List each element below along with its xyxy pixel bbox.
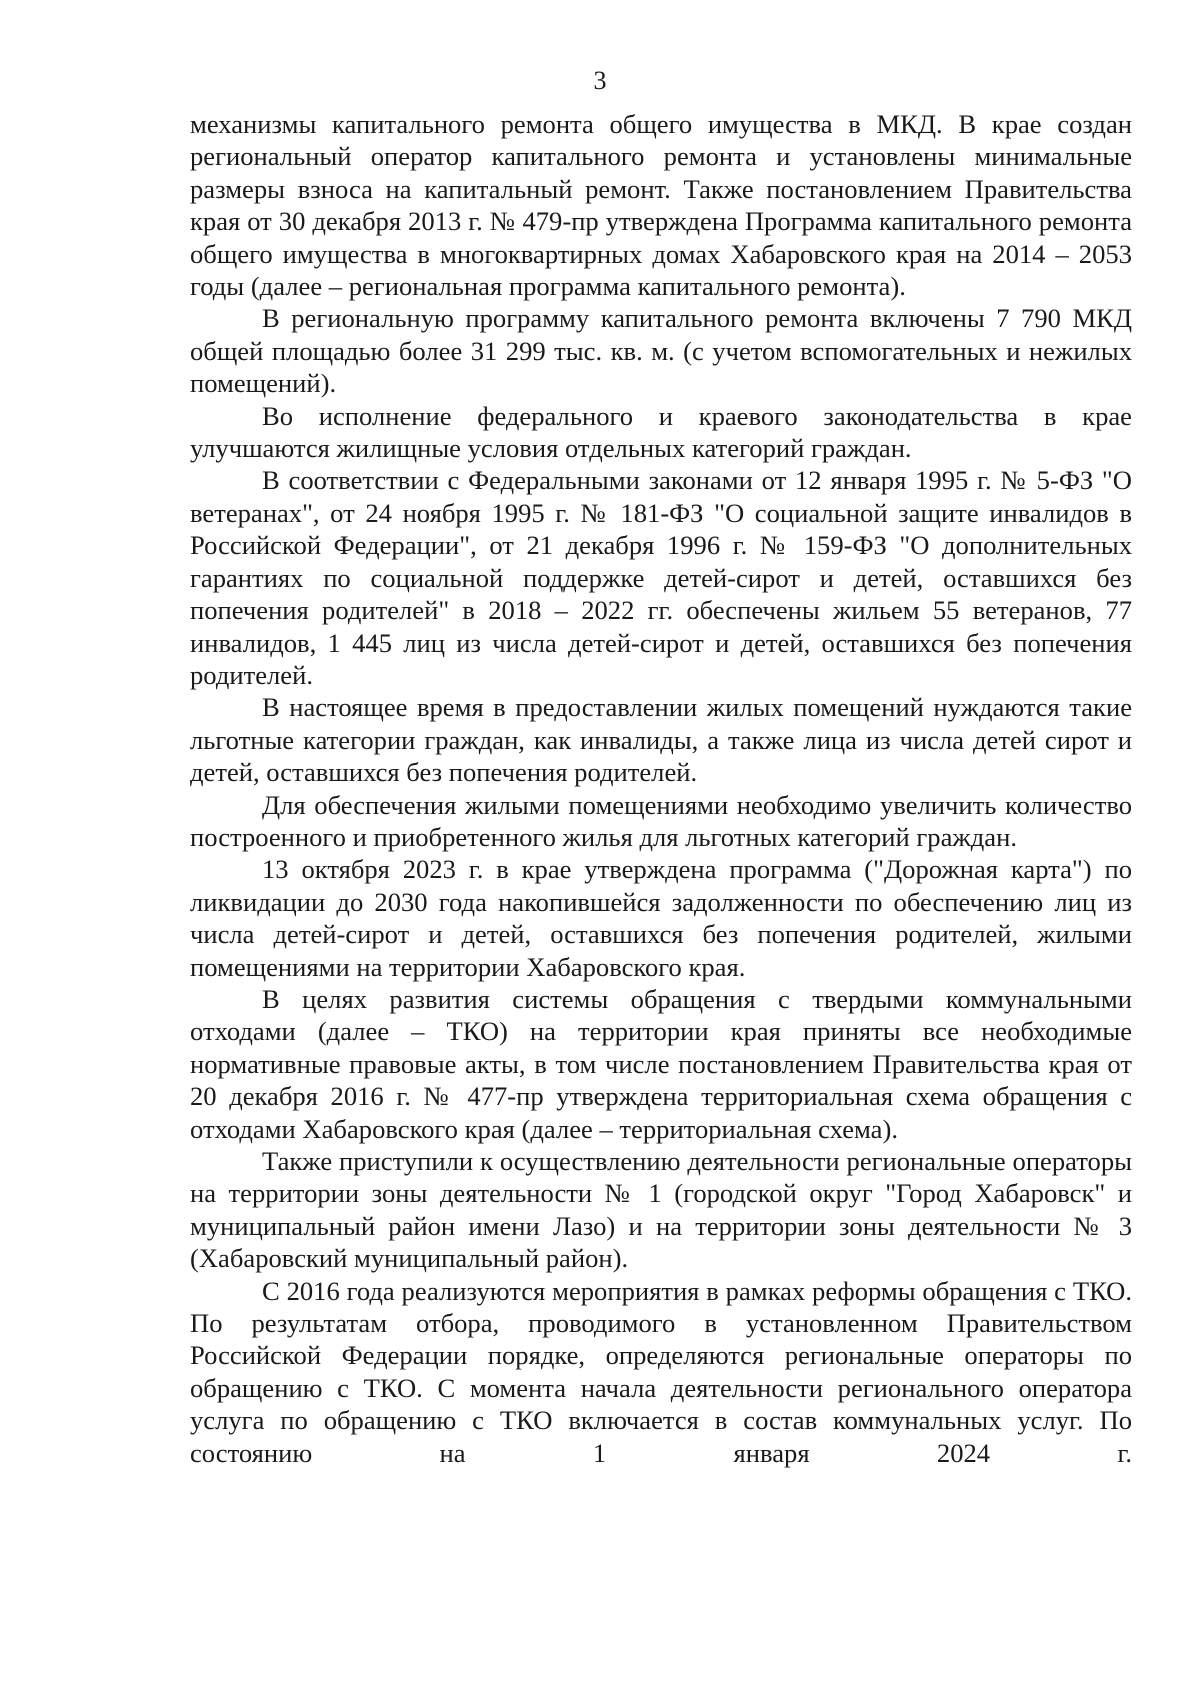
document-body	[190, 108, 1132, 1469]
paragraph-increase-housing: Для обеспечения жилыми помещениями необходимо увеличить количество построенного и приобретенного жилья для льготных категорий граждан.	[190, 789, 1132, 852]
paragraph-current-needs: В настоящее время в предоставлении жилых помещений нуждаются такие льготные категории граждан, как инвалиды, а также лица из числа детей сирот и детей, оставшихся без попечения родителей.	[190, 692, 1132, 788]
paragraph-housing-conditions: Во исполнение федерального и краевого законодательства в крае улучшаются жилищные условия отдельных категорий граждан.	[190, 400, 1132, 464]
paragraph-federal-laws: В соответствии с Федеральными законами от 12 января 1995 г. № 5-ФЗ "О ветеранах", от 24 ноября 1995 г. № 181-ФЗ "О социальной защите инвалидов в Российской Федерации", от 21 декабря 1996 г. № 159-ФЗ "О дополнительных гарантиях по социальной поддержке детей-сирот и детей, оставшихся без попечения родителей" в 2018 – 2022 гг. обеспечены жильем 55 ветеранов, 77 инвалидов, 1 445 лиц из числа детей-сирот и детей, оставшихся без попечения родителей.	[190, 465, 1132, 690]
paragraph-regional-program-scope: В региональную программу капитального ремонта включены 7 790 МКД общей площадью более 31 299 тыс. кв. м. (с учетом вспомогательных и нежилых помещений).	[190, 303, 1132, 399]
paragraph-regional-operators: Также приступили к осуществлению деятельности региональные операторы на территории зоны деятельности № 1 (городской округ "Город Хабаровск" и муниципальный район имени Лазо) и на территории зоны деятельности № 3 (Хабаровский муниципальный район).	[190, 1146, 1132, 1274]
paragraph-waste-reform: С 2016 года реализуются мероприятия в рамках реформы обращения с ТКО. По результатам отбора, проводимого в установленном Правительством Российской Федерации порядке, определяются региональные операторы по обращению с ТКО. С момента начала деятельности регионального оператора услуга по обращению с ТКО включается в состав коммунальных услуг. По состоянию на 1 января 2024 г.	[190, 1275, 1132, 1468]
paragraph-roadmap: 13 октября 2023 г. в крае утверждена программа ("Дорожная карта") по ликвидации до 2030 года накопившейся задолженности по обеспечению лиц из числа детей-сирот и детей, оставшихся без попечения родителей, жилыми помещениями на территории Хабаровского края.	[190, 854, 1132, 982]
page-number: 3	[593, 66, 607, 95]
paragraph-solid-waste-system: В целях развития системы обращения с твердыми коммунальными отходами (далее – ТКО) на территории края приняты все необходимые нормативные правовые акты, в том числе постановлением Правительства края от 20 декабря 2016 г. № 477-пр утверждена территориальная схема обращения с отходами Хабаровского края (далее – территориальная схема).	[190, 983, 1132, 1144]
paragraph-capital-repair-continuation: механизмы капитального ремонта общего имущества в МКД. В крае создан региональный оператор капитального ремонта и установлены минимальные размеры взноса на капитальный ремонт. Также постановлением Правительства края от 30 декабря 2013 г. № 479-пр утверждена Программа капитального ремонта общего имущества в многоквартирных домах Хабаровского края на 2014 – 2053 годы (далее – региональная программа капитального ремонта).	[190, 109, 1132, 302]
